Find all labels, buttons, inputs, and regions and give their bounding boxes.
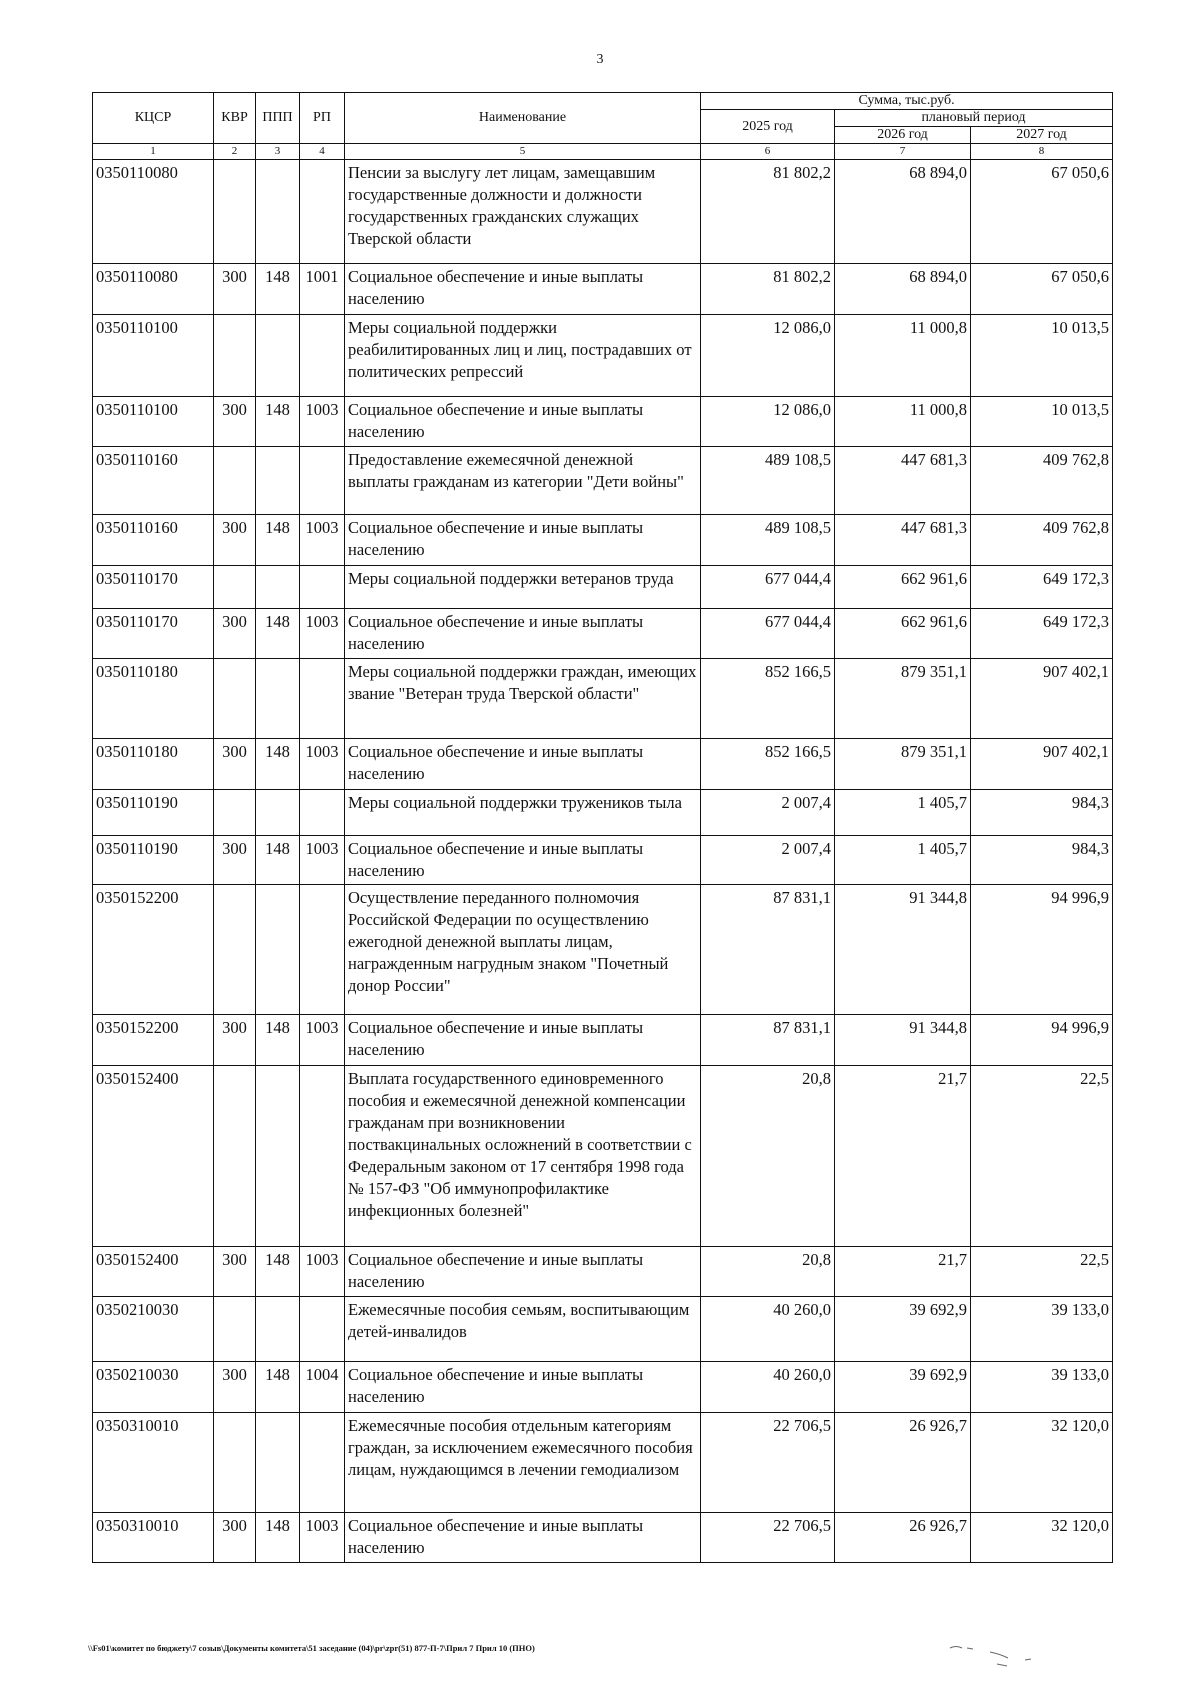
kvr-cell	[214, 566, 256, 609]
name-cell: Социальное обеспечение и иные выплаты населению	[345, 836, 701, 885]
kvr-cell: 300	[214, 515, 256, 566]
amount-2025-cell: 40 260,0	[701, 1362, 835, 1413]
ppp-cell: 148	[256, 836, 300, 885]
column-number: 1	[93, 144, 214, 160]
table-row	[93, 1362, 1113, 1413]
amount-2025-cell: 2 007,4	[701, 836, 835, 885]
amount-2025-cell: 489 108,5	[701, 447, 835, 515]
table-row	[93, 1066, 1113, 1247]
ppp-cell: 148	[256, 1015, 300, 1066]
rp-cell	[300, 659, 345, 739]
kcsr-cell: 0350110160	[93, 447, 214, 515]
ppp-cell: 148	[256, 515, 300, 566]
kvr-cell	[214, 885, 256, 1015]
name-cell: Социальное обеспечение и иные выплаты населению	[345, 397, 701, 447]
ppp-cell	[256, 315, 300, 397]
amount-2025-cell: 677 044,4	[701, 609, 835, 659]
rp-cell	[300, 566, 345, 609]
rp-cell	[300, 447, 345, 515]
ppp-cell	[256, 1413, 300, 1513]
amount-2026-cell: 91 344,8	[835, 885, 971, 1015]
amount-2027-cell: 39 133,0	[971, 1297, 1113, 1362]
rp-cell: 1003	[300, 1513, 345, 1563]
header-ppp: ППП	[256, 93, 300, 144]
table-row	[93, 885, 1113, 1015]
kcsr-cell: 0350110190	[93, 836, 214, 885]
amount-2026-cell: 879 351,1	[835, 739, 971, 790]
amount-2026-cell: 39 692,9	[835, 1362, 971, 1413]
amount-2025-cell: 22 706,5	[701, 1413, 835, 1513]
kvr-cell	[214, 659, 256, 739]
name-cell: Выплата государственного единовременного пособия и ежемесячной денежной компенсации гражданам при возникновении поствакцинальных осложнений в соответствии с Федеральным законом от 17 сентября 1998 года № 157-ФЗ "Об иммунопрофилактике инфекционных болезней"	[345, 1066, 701, 1247]
amount-2027-cell: 32 120,0	[971, 1513, 1113, 1563]
kcsr-cell: 0350110100	[93, 315, 214, 397]
amount-2027-cell: 409 762,8	[971, 515, 1113, 566]
column-number: 8	[971, 144, 1113, 160]
amount-2025-cell: 2 007,4	[701, 790, 835, 836]
column-number: 5	[345, 144, 701, 160]
margin-scribble	[945, 1640, 1035, 1670]
table-row	[93, 836, 1113, 885]
amount-2027-cell: 649 172,3	[971, 566, 1113, 609]
ppp-cell: 148	[256, 1247, 300, 1297]
name-cell: Социальное обеспечение и иные выплаты населению	[345, 609, 701, 659]
amount-2025-cell: 81 802,2	[701, 160, 835, 264]
name-cell: Пенсии за выслугу лет лицам, замещавшим государственные должности и должности государственных гражданских служащих Тверской области	[345, 160, 701, 264]
kcsr-cell: 0350110170	[93, 609, 214, 659]
amount-2026-cell: 879 351,1	[835, 659, 971, 739]
amount-2025-cell: 20,8	[701, 1066, 835, 1247]
kvr-cell: 300	[214, 836, 256, 885]
table-row	[93, 160, 1113, 264]
footer-file-path: \\Fs01\комитет по бюджету\7 созыв\Документы комитета\51 заседание (04)\pr\zpr(51) 877-П-7\Прил 7 Прил 10 (ПНО)	[88, 1643, 535, 1653]
kvr-cell: 300	[214, 397, 256, 447]
column-number: 4	[300, 144, 345, 160]
table-row	[93, 515, 1113, 566]
ppp-cell	[256, 659, 300, 739]
kvr-cell: 300	[214, 739, 256, 790]
amount-2025-cell: 87 831,1	[701, 1015, 835, 1066]
header-name: Наименование	[345, 93, 701, 144]
amount-2027-cell: 67 050,6	[971, 264, 1113, 315]
name-cell: Ежемесячные пособия отдельным категориям граждан, за исключением ежемесячного пособия лицам, нуждающимся в лечении гемодиализом	[345, 1413, 701, 1513]
kcsr-cell: 0350110170	[93, 566, 214, 609]
table-row	[93, 739, 1113, 790]
kcsr-cell: 0350110160	[93, 515, 214, 566]
table-row	[93, 1015, 1113, 1066]
amount-2026-cell: 1 405,7	[835, 790, 971, 836]
name-cell: Меры социальной поддержки ветеранов труда	[345, 566, 701, 609]
amount-2025-cell: 12 086,0	[701, 397, 835, 447]
ppp-cell: 148	[256, 609, 300, 659]
amount-2027-cell: 409 762,8	[971, 447, 1113, 515]
name-cell: Предоставление ежемесячной денежной выплаты гражданам из категории "Дети войны"	[345, 447, 701, 515]
rp-cell: 1003	[300, 1015, 345, 1066]
kcsr-cell: 0350152400	[93, 1247, 214, 1297]
rp-cell	[300, 160, 345, 264]
table-row	[93, 659, 1113, 739]
amount-2027-cell: 907 402,1	[971, 659, 1113, 739]
amount-2025-cell: 22 706,5	[701, 1513, 835, 1563]
ppp-cell: 148	[256, 264, 300, 315]
name-cell: Социальное обеспечение и иные выплаты населению	[345, 515, 701, 566]
amount-2026-cell: 662 961,6	[835, 609, 971, 659]
kcsr-cell: 0350110100	[93, 397, 214, 447]
rp-cell	[300, 1413, 345, 1513]
table-row	[93, 264, 1113, 315]
kvr-cell	[214, 1413, 256, 1513]
table-row	[93, 1297, 1113, 1362]
ppp-cell	[256, 566, 300, 609]
kvr-cell	[214, 790, 256, 836]
column-number: 7	[835, 144, 971, 160]
ppp-cell	[256, 447, 300, 515]
header-sum: Сумма, тыс.руб.	[701, 93, 1113, 110]
amount-2027-cell: 907 402,1	[971, 739, 1113, 790]
amount-2026-cell: 39 692,9	[835, 1297, 971, 1362]
kvr-cell: 300	[214, 1513, 256, 1563]
ppp-cell: 148	[256, 1513, 300, 1563]
amount-2027-cell: 32 120,0	[971, 1413, 1113, 1513]
header-2026: 2026 год	[835, 127, 971, 144]
kvr-cell: 300	[214, 1015, 256, 1066]
table-row	[93, 1513, 1113, 1563]
table-row	[93, 1247, 1113, 1297]
name-cell: Социальное обеспечение и иные выплаты населению	[345, 1362, 701, 1413]
kvr-cell: 300	[214, 264, 256, 315]
amount-2026-cell: 662 961,6	[835, 566, 971, 609]
rp-cell: 1003	[300, 836, 345, 885]
kcsr-cell: 0350210030	[93, 1362, 214, 1413]
amount-2027-cell: 984,3	[971, 836, 1113, 885]
amount-2026-cell: 68 894,0	[835, 264, 971, 315]
rp-cell: 1003	[300, 739, 345, 790]
amount-2027-cell: 67 050,6	[971, 160, 1113, 264]
amount-2026-cell: 11 000,8	[835, 397, 971, 447]
table-row	[93, 609, 1113, 659]
ppp-cell: 148	[256, 739, 300, 790]
kvr-cell	[214, 1297, 256, 1362]
kcsr-cell: 0350110080	[93, 264, 214, 315]
amount-2027-cell: 649 172,3	[971, 609, 1113, 659]
kvr-cell	[214, 160, 256, 264]
table-header	[93, 93, 1113, 160]
rp-cell: 1003	[300, 397, 345, 447]
amount-2027-cell: 22,5	[971, 1247, 1113, 1297]
ppp-cell: 148	[256, 397, 300, 447]
header-kcsr: КЦСР	[93, 93, 214, 144]
column-number: 6	[701, 144, 835, 160]
amount-2027-cell: 94 996,9	[971, 885, 1113, 1015]
rp-cell: 1001	[300, 264, 345, 315]
header-kvr: КВР	[214, 93, 256, 144]
table-row	[93, 447, 1113, 515]
kcsr-cell: 0350110180	[93, 659, 214, 739]
name-cell: Ежемесячные пособия семьям, воспитывающим детей-инвалидов	[345, 1297, 701, 1362]
kcsr-cell: 0350110180	[93, 739, 214, 790]
column-number: 2	[214, 144, 256, 160]
kvr-cell: 300	[214, 609, 256, 659]
page-number: 3	[596, 52, 604, 67]
kvr-cell	[214, 447, 256, 515]
rp-cell	[300, 790, 345, 836]
amount-2026-cell: 91 344,8	[835, 1015, 971, 1066]
ppp-cell	[256, 885, 300, 1015]
amount-2025-cell: 852 166,5	[701, 739, 835, 790]
ppp-cell	[256, 790, 300, 836]
rp-cell: 1004	[300, 1362, 345, 1413]
name-cell: Социальное обеспечение и иные выплаты населению	[345, 1247, 701, 1297]
name-cell: Меры социальной поддержки граждан, имеющих звание "Ветеран труда Тверской области"	[345, 659, 701, 739]
amount-2027-cell: 22,5	[971, 1066, 1113, 1247]
kcsr-cell: 0350310010	[93, 1413, 214, 1513]
ppp-cell	[256, 1066, 300, 1247]
name-cell: Социальное обеспечение и иные выплаты населению	[345, 1015, 701, 1066]
amount-2026-cell: 21,7	[835, 1066, 971, 1247]
amount-2027-cell: 94 996,9	[971, 1015, 1113, 1066]
ppp-cell: 148	[256, 1362, 300, 1413]
amount-2025-cell: 852 166,5	[701, 659, 835, 739]
rp-cell	[300, 315, 345, 397]
name-cell: Социальное обеспечение и иные выплаты населению	[345, 739, 701, 790]
amount-2026-cell: 447 681,3	[835, 515, 971, 566]
amount-2026-cell: 1 405,7	[835, 836, 971, 885]
amount-2027-cell: 10 013,5	[971, 397, 1113, 447]
kvr-cell	[214, 1066, 256, 1247]
amount-2025-cell: 489 108,5	[701, 515, 835, 566]
table-row	[93, 315, 1113, 397]
rp-cell: 1003	[300, 1247, 345, 1297]
header-2025: 2025 год	[701, 110, 835, 144]
kvr-cell	[214, 315, 256, 397]
name-cell: Меры социальной поддержки тружеников тыла	[345, 790, 701, 836]
amount-2026-cell: 447 681,3	[835, 447, 971, 515]
ppp-cell	[256, 1297, 300, 1362]
rp-cell	[300, 1066, 345, 1247]
name-cell: Осуществление переданного полномочия Российской Федерации по осуществлению ежегодной денежной выплаты лицам, награжденным нагрудным знаком "Почетный донор России"	[345, 885, 701, 1015]
rp-cell	[300, 885, 345, 1015]
kcsr-cell: 0350152200	[93, 885, 214, 1015]
name-cell: Меры социальной поддержки реабилитированных лиц и лиц, пострадавших от политических репрессий	[345, 315, 701, 397]
kvr-cell: 300	[214, 1362, 256, 1413]
kcsr-cell: 0350152400	[93, 1066, 214, 1247]
amount-2026-cell: 26 926,7	[835, 1513, 971, 1563]
amount-2026-cell: 21,7	[835, 1247, 971, 1297]
rp-cell	[300, 1297, 345, 1362]
kcsr-cell: 0350152200	[93, 1015, 214, 1066]
kcsr-cell: 0350210030	[93, 1297, 214, 1362]
kcsr-cell: 0350110080	[93, 160, 214, 264]
amount-2025-cell: 677 044,4	[701, 566, 835, 609]
table-row	[93, 790, 1113, 836]
kcsr-cell: 0350310010	[93, 1513, 214, 1563]
ppp-cell	[256, 160, 300, 264]
amount-2025-cell: 40 260,0	[701, 1297, 835, 1362]
kcsr-cell: 0350110190	[93, 790, 214, 836]
header-2027: 2027 год	[971, 127, 1113, 144]
amount-2025-cell: 12 086,0	[701, 315, 835, 397]
amount-2026-cell: 68 894,0	[835, 160, 971, 264]
header-planned-period: плановый период	[835, 110, 1113, 127]
amount-2027-cell: 984,3	[971, 790, 1113, 836]
amount-2025-cell: 20,8	[701, 1247, 835, 1297]
header-rp: РП	[300, 93, 345, 144]
rp-cell: 1003	[300, 609, 345, 659]
name-cell: Социальное обеспечение и иные выплаты населению	[345, 1513, 701, 1563]
table-body	[93, 160, 1113, 1563]
budget-table	[92, 92, 1113, 1563]
amount-2027-cell: 10 013,5	[971, 315, 1113, 397]
amount-2025-cell: 81 802,2	[701, 264, 835, 315]
column-numbers-row	[93, 144, 1113, 160]
name-cell: Социальное обеспечение и иные выплаты населению	[345, 264, 701, 315]
table-row	[93, 566, 1113, 609]
amount-2025-cell: 87 831,1	[701, 885, 835, 1015]
amount-2026-cell: 26 926,7	[835, 1413, 971, 1513]
table-row	[93, 1413, 1113, 1513]
rp-cell: 1003	[300, 515, 345, 566]
amount-2027-cell: 39 133,0	[971, 1362, 1113, 1413]
kvr-cell: 300	[214, 1247, 256, 1297]
table-row	[93, 397, 1113, 447]
column-number: 3	[256, 144, 300, 160]
amount-2026-cell: 11 000,8	[835, 315, 971, 397]
